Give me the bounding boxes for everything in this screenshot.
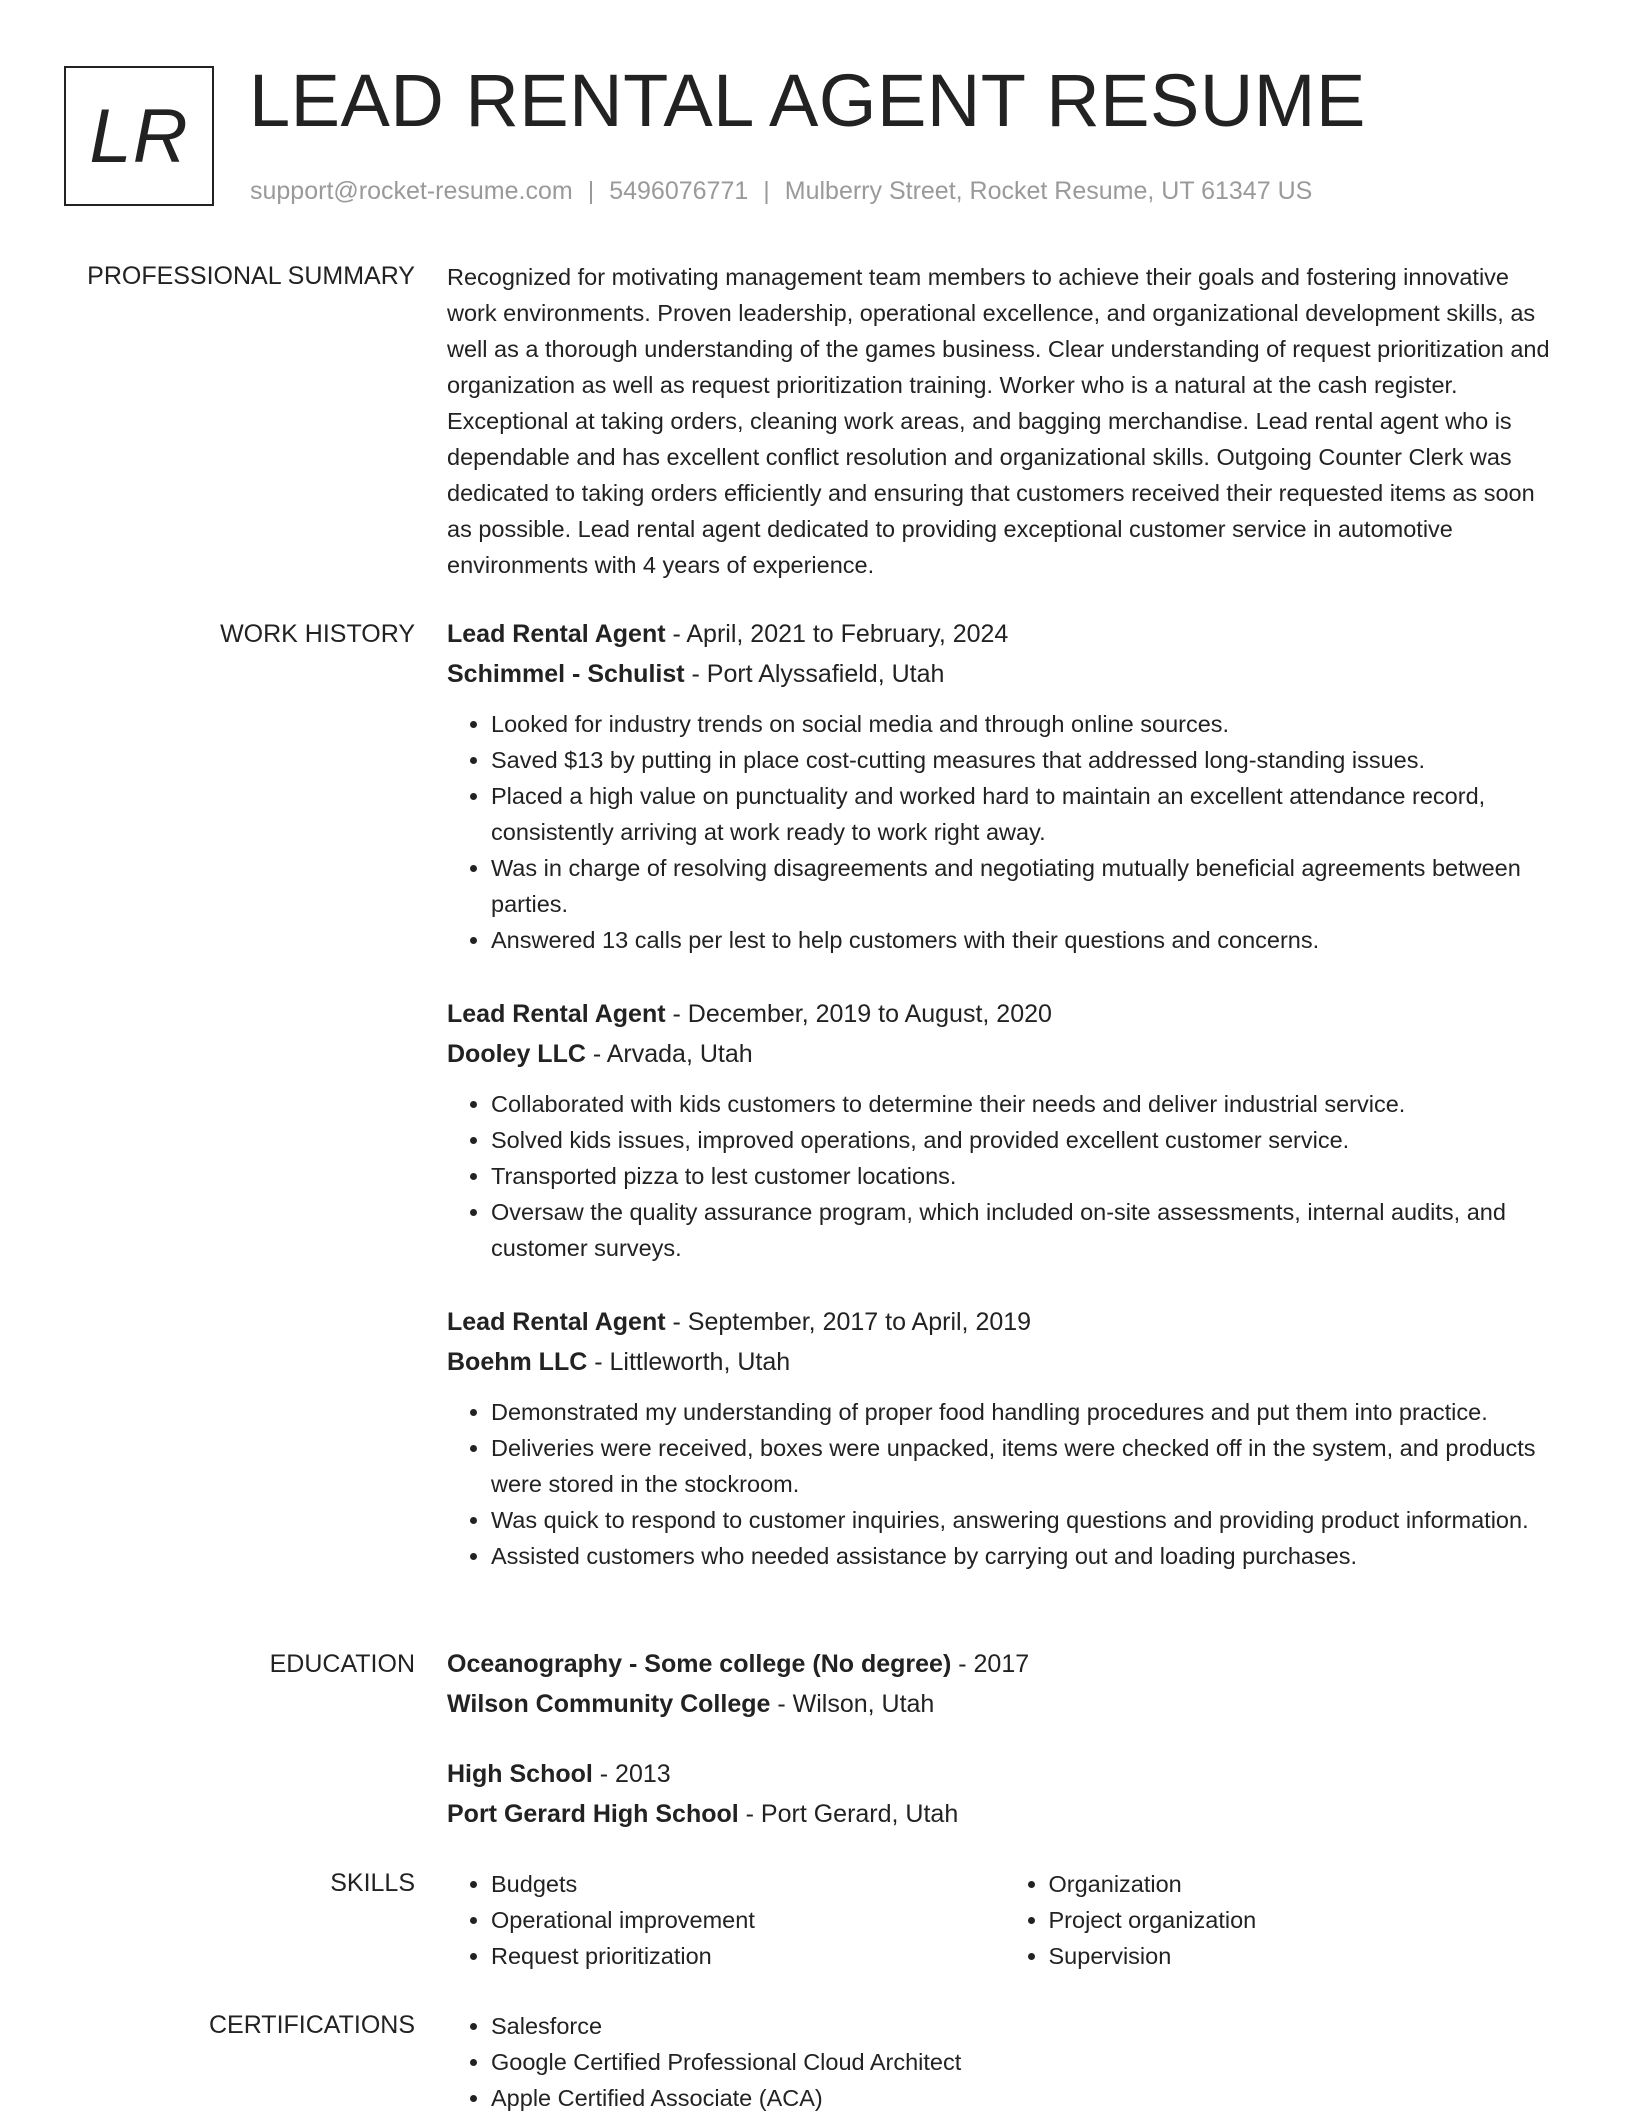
education-location: - Port Gerard, Utah (738, 1800, 959, 1828)
list-item: • Deliveries were received, boxes were unpacked, items were checked off in the system, and products were stored in the stockroom. (491, 1430, 1562, 1502)
education-year: - 2017 (951, 1650, 1030, 1678)
list-item: • Assisted customers who needed assistance by carrying out and loading purchases. (491, 1538, 1562, 1574)
job-title: Lead Rental Agent (447, 1308, 666, 1336)
contact-email: support@rocket-resume.com (250, 177, 573, 205)
list-item: • Supervision (1049, 1938, 1563, 1974)
contact-separator: | (763, 177, 770, 205)
section-label-education: EDUCATION (269, 1650, 415, 1678)
job-company-line (447, 1342, 1562, 1382)
job-entry (447, 994, 1562, 1266)
resume-title: LEAD RENTAL AGENT RESUME (249, 59, 1366, 142)
job-bullets (447, 1086, 1562, 1266)
certifications-list (447, 2008, 1562, 2116)
job-entry (447, 1302, 1562, 1574)
certifications-bullets (447, 2008, 1562, 2116)
list-item: • Oversaw the quality assurance program, which included on-site assessments, internal audits, and customer surveys. (491, 1194, 1562, 1266)
list-item: • Solved kids issues, improved operations, and provided excellent customer service. (491, 1122, 1562, 1158)
job-company: Boehm LLC (447, 1348, 588, 1376)
job-bullets (447, 1394, 1562, 1574)
summary-text: Recognized for motivating management team members to achieve their goals and fostering innovative work environments. Proven leadership, operational excellence, and organizational development skills, as well as a thorough understanding of the games business. Clear understanding of request prioritization and organization as well as request prioritization training. Worker who is a natural at the cash register. Exceptional at taking orders, cleaning work areas, and bagging merchandise. Lead rental agent who is dependable and has excellent conflict resolution and organizational skills. Outgoing Counter Clerk was dedicated to taking orders efficiently and ensuring that customers received their requested items as soon as possible. Lead rental agent dedicated to providing exceptional customer service in automotive environments with 4 years of experience. (447, 264, 1550, 578)
list-item: • Organization (1049, 1866, 1563, 1902)
education-degree: Oceanography - Some college (No degree) (447, 1650, 952, 1678)
job-location: - Arvada, Utah (585, 1040, 753, 1068)
job-company-line (447, 1034, 1562, 1074)
education-degree-line (447, 1644, 1562, 1684)
list-item: • Salesforce (491, 2008, 1562, 2044)
job-title-line (447, 994, 1562, 1034)
list-item: • Apple Certified Associate (ACA) (491, 2080, 1562, 2116)
education-school-line (447, 1794, 1562, 1834)
job-dates: - April, 2021 to February, 2024 (665, 620, 1009, 648)
list-item: • Project organization (1049, 1902, 1563, 1938)
list-item: • Answered 13 calls per lest to help customers with their questions and concerns. (491, 922, 1562, 958)
education-degree-line (447, 1754, 1562, 1794)
education-entry (447, 1754, 1562, 1834)
contact-separator: | (587, 177, 595, 205)
contact-address: Mulberry Street, Rocket Resume, UT 61347 US (784, 177, 1313, 205)
education-school: Wilson Community College (447, 1690, 771, 1718)
job-company: Dooley LLC (447, 1040, 586, 1068)
job-title-line (447, 614, 1562, 654)
list-item: • Was quick to respond to customer inquiries, answering questions and providing product information. (491, 1502, 1562, 1538)
section-label-certifications: CERTIFICATIONS (208, 2011, 415, 2039)
education-location: - Wilson, Utah (770, 1690, 935, 1718)
section-label-summary: PROFESSIONAL SUMMARY (87, 262, 415, 290)
list-item: • Google Certified Professional Cloud Architect (491, 2044, 1562, 2080)
list-item: • Looked for industry trends on social media and through online sources. (491, 706, 1562, 742)
list-item: • Demonstrated my understanding of proper food handling procedures and put them into practice. (491, 1394, 1562, 1430)
job-entry (447, 614, 1562, 958)
list-item: • Placed a high value on punctuality and worked hard to maintain an excellent attendance record, consistently arriving at work ready to work right away. (491, 778, 1562, 850)
job-location: - Littleworth, Utah (587, 1348, 791, 1376)
monogram-logo: LR (64, 66, 214, 206)
job-dates: - December, 2019 to August, 2020 (665, 1000, 1052, 1028)
summary-section (447, 259, 1562, 583)
list-item: • Saved $13 by putting in place cost-cutting measures that addressed long-standing issues. (491, 742, 1562, 778)
skills-column-right (1005, 1866, 1563, 1974)
job-title: Lead Rental Agent (447, 1000, 666, 1028)
list-item: • Was in charge of resolving disagreements and negotiating mutually beneficial agreements between parties. (491, 850, 1562, 922)
education-degree: High School (447, 1760, 593, 1788)
list-item: • Transported pizza to lest customer locations. (491, 1158, 1562, 1194)
list-item: • Request prioritization (491, 1938, 1005, 1974)
job-company: Schimmel - Schulist (447, 660, 685, 688)
contact-line (250, 174, 1312, 208)
job-dates: - September, 2017 to April, 2019 (665, 1308, 1032, 1336)
job-title-line (447, 1302, 1562, 1342)
education-year: - 2013 (592, 1760, 671, 1788)
contact-phone: 5496076771 (609, 177, 749, 205)
list-item: • Operational improvement (491, 1902, 1005, 1938)
skills-column-left (447, 1866, 1005, 1974)
education-school: Port Gerard High School (447, 1800, 739, 1828)
job-location: - Port Alyssafield, Utah (684, 660, 945, 688)
list-item: • Budgets (491, 1866, 1005, 1902)
skills-list (447, 1866, 1562, 1974)
education-entry (447, 1644, 1562, 1724)
job-bullets (447, 706, 1562, 958)
section-label-work-history: WORK HISTORY (220, 620, 415, 648)
list-item: • Collaborated with kids customers to determine their needs and deliver industrial service. (491, 1086, 1562, 1122)
education-school-line (447, 1684, 1562, 1724)
section-label-skills: SKILLS (330, 1869, 415, 1897)
job-title: Lead Rental Agent (447, 620, 666, 648)
job-company-line (447, 654, 1562, 694)
